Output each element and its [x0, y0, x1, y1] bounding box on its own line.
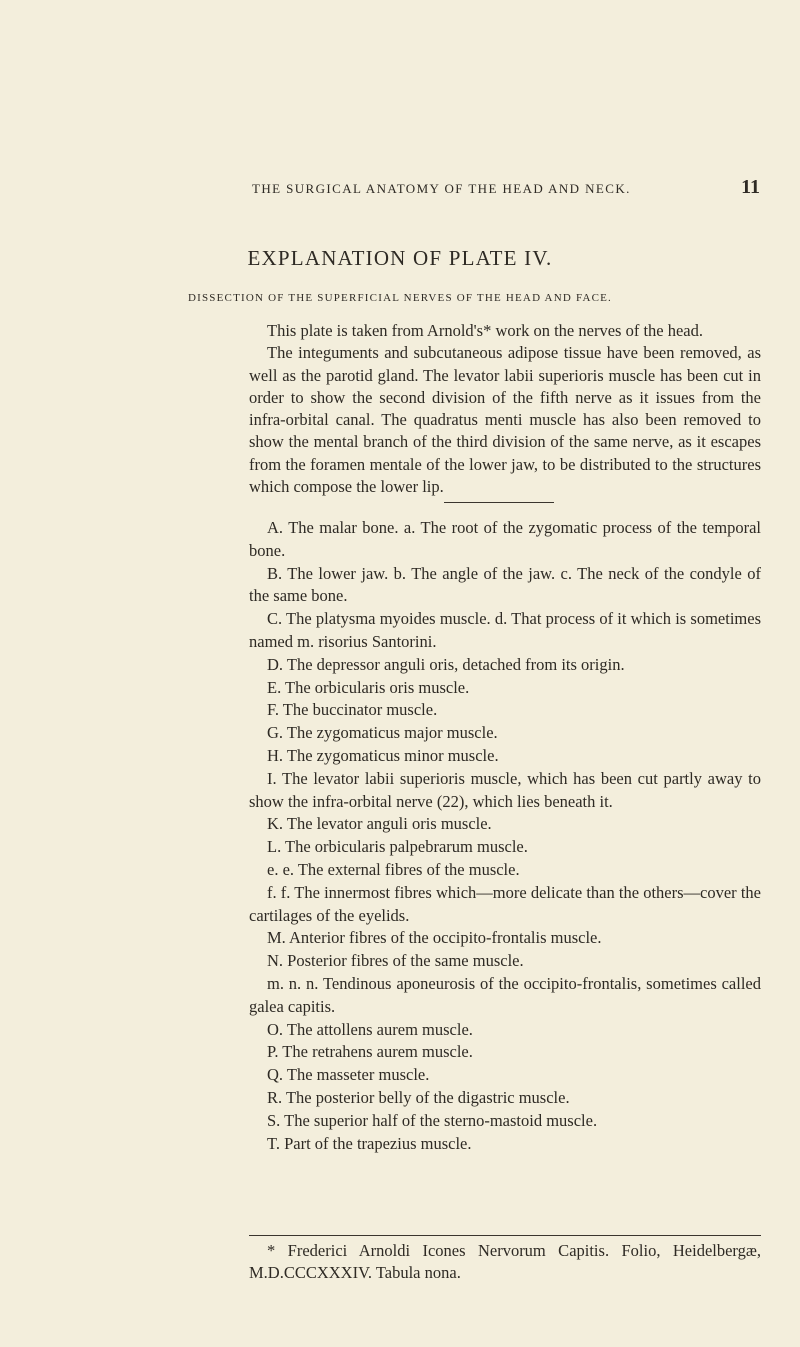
legend-item: E. The orbicularis oris muscle.	[267, 677, 470, 697]
legend-item: e. e. The external fibres of the muscle.	[267, 859, 520, 879]
page-number: 11	[741, 176, 760, 198]
legend-item: C. The platysma myoides muscle. d. That process of it which is sometimes named m. risorius Santorini.	[249, 609, 761, 651]
legend-list	[249, 517, 761, 1155]
legend-item: L. The orbicularis palpebrarum muscle.	[267, 837, 528, 857]
legend-item: G. The zygomaticus major muscle.	[267, 723, 498, 743]
legend-item: T. Part of the trapezius muscle.	[267, 1133, 472, 1153]
legend-item: Q. The masseter muscle.	[267, 1065, 430, 1085]
intro-paragraph: This plate is taken from Arnold's* work on the nerves of the head.	[267, 321, 703, 340]
running-head	[252, 176, 760, 199]
legend-item: F. The buccinator muscle.	[267, 700, 438, 720]
legend-item: H. The zygomaticus minor muscle.	[267, 745, 499, 765]
legend-item: D. The depressor anguli oris, detached from its origin.	[267, 654, 625, 674]
legend-item: B. The lower jaw. b. The angle of the jaw. c. The neck of the condyle of the same bone.	[249, 563, 761, 606]
legend-item: I. The levator labii superioris muscle, which has been cut partly away to show the infra-orbital nerve (22), which lies beneath it.	[249, 768, 761, 811]
legend-item: N. Posterior fibres of the same muscle.	[267, 951, 524, 971]
plate-subtitle: DISSECTION OF THE SUPERFICIAL NERVES OF THE HEAD AND FACE.	[187, 292, 612, 304]
legend-item: m. n. n. Tendinous aponeurosis of the occipito-frontalis, sometimes called galea capitis.	[249, 973, 761, 1016]
legend-item: O. The attollens aurem muscle.	[267, 1019, 473, 1039]
footnote-divider	[249, 1235, 761, 1236]
intro-paragraph: The integuments and subcutaneous adipose tissue have been removed, as well as the parotid gland. The levator labii superioris muscle has been cut in order to show the second division of the fifth nerve as it issues from the infra-orbital canal. The quadratus menti muscle has also been removed to show the mental branch of the third division of the same nerve, as it escapes from the foramen mentale of the lower jaw, to be distributed to the structures which compose the lower lip.	[249, 343, 761, 497]
plate-title: EXPLANATION OF PLATE IV.	[247, 246, 553, 270]
legend-item: M. Anterior fibres of the occipito-frontalis muscle.	[267, 928, 602, 948]
legend-item: A. The malar bone. a. The root of the zygomatic process of the temporal bone.	[249, 518, 761, 560]
legend-item: K. The levator anguli oris muscle.	[267, 814, 492, 834]
running-title: THE SURGICAL ANATOMY OF THE HEAD AND NECK.	[252, 181, 631, 196]
legend-item: S. The superior half of the sterno-mastoid muscle.	[267, 1110, 598, 1130]
footnote: * Frederici Arnoldi Icones Nervorum Capitis. Folio, Heidelbergæ, M.D.CCCXXXIV. Tabula nona.	[249, 1241, 761, 1282]
legend-item: R. The posterior belly of the digastric muscle.	[267, 1087, 570, 1107]
legend-item: f. f. The innermost fibres which—more delicate than the others—cover the cartilages of the eyelids.	[249, 882, 761, 925]
section-divider	[444, 502, 554, 503]
legend-item: P. The retrahens aurem muscle.	[267, 1042, 473, 1062]
intro-text	[249, 320, 761, 498]
